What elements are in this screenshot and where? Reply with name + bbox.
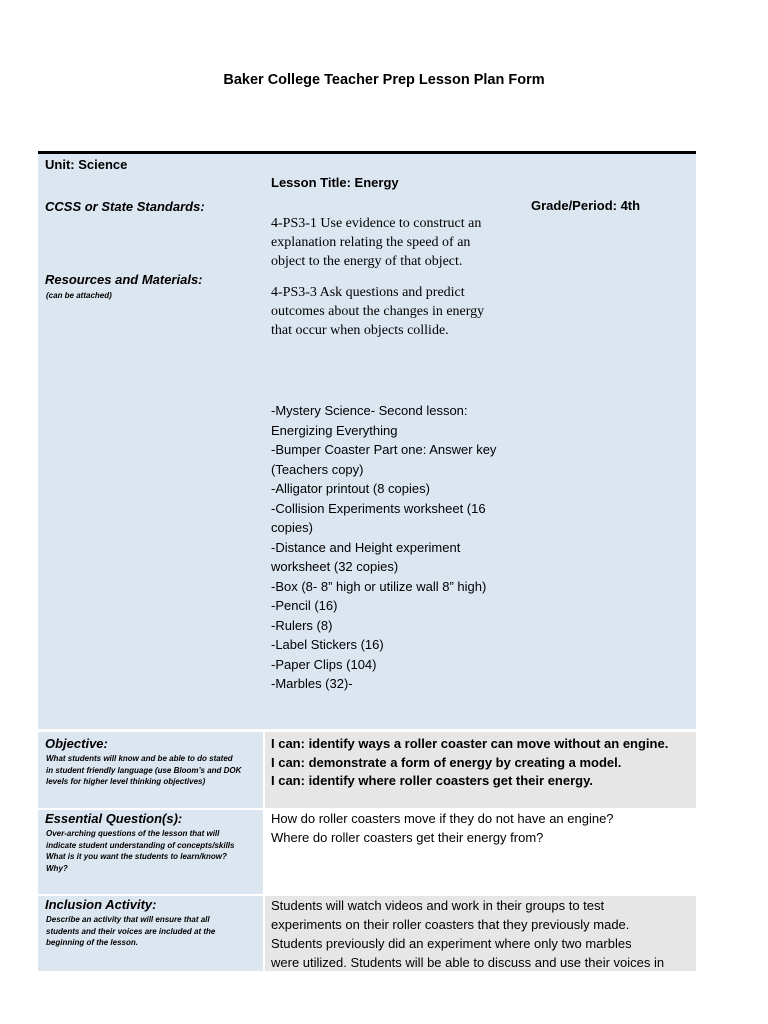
unit-label: Unit: Science [45,157,128,172]
objective-desc: What students will know and be able to do stated in student friendly language (use Bloom’s and DOK levels for higher level thinking objectives) [46,754,242,786]
list-item: -Pencil (16) [271,598,338,613]
list-item: -Alligator printout (8 copies) [271,481,430,496]
objective-label: Objective: [45,736,108,751]
list-item: I can: demonstrate a form of energy by creating a model. [271,754,622,770]
essential-list [271,809,614,847]
objective-list [271,735,668,791]
page-title: Baker College Teacher Prep Lesson Plan Form [223,72,545,88]
essential-desc: Over-arching questions of the lesson that will indicate student understanding of concepts/skills What is it you want the students to learn/know? Why? [46,829,235,873]
standard-line: object to the energy of that object. [271,254,463,269]
inclusion-desc: Describe an activity that will ensure that all students and their voices are included at the beginning of the lesson. [46,915,216,947]
standards-label: CCSS or State Standards: [45,199,205,214]
resources-note: (can be attached) [46,291,112,300]
list-item: -Paper Clips (104) [271,656,377,672]
list-item: -Mystery Science- Second lesson: [271,403,468,418]
list-item: copies) [271,520,313,535]
standard-line: explanation relating the speed of an [271,235,471,250]
list-item: -Distance and Height experiment [271,539,461,555]
list-item: I can: identify ways a roller coaster can move without an engine. [271,736,669,751]
list-item: -Collision Experiments worksheet (16 [271,500,486,516]
list-item: Where do roller coasters get their energy from? [271,830,544,845]
resources-list [271,401,496,694]
standards-text [271,214,484,340]
standard-line: that occur when objects collide. [271,323,449,338]
standard-line: outcomes about the changes in energy [271,304,485,319]
grade-period: Grade/Period: 4th [531,198,641,213]
standard-line: 4-PS3-3 Ask questions and predict [271,285,465,300]
list-item: I can: identify where roller coasters get their energy. [271,773,593,788]
list-item: -Label Stickers (16) [271,637,384,652]
list-item: -Bumper Coaster Part one: Answer key [271,442,497,457]
inclusion-label: Inclusion Activity: [45,897,157,912]
list-item: (Teachers copy) [271,461,364,477]
list-item: -Rulers (8) [271,617,333,633]
list-item: How do roller coasters move if they do not have an engine? [271,811,614,826]
list-item: Energizing Everything [271,422,398,438]
lesson-title: Lesson Title: Energy [271,175,399,190]
standard-line: 4-PS3-1 Use evidence to construct an [271,216,482,231]
list-item: worksheet (32 copies) [271,559,399,574]
essential-label: Essential Question(s): [45,811,183,826]
resources-label: Resources and Materials: [45,272,203,287]
inclusion-text: Students will watch videos and work in their groups to test experiments on their roller coasters that they previously made. Students previously did an experiment where only two marbles were utilized. Students will be able to discuss and use their voices in [271,898,665,970]
list-item: -Marbles (32)- [271,676,353,691]
list-item: -Box (8- 8” high or utilize wall 8” high) [271,578,487,594]
